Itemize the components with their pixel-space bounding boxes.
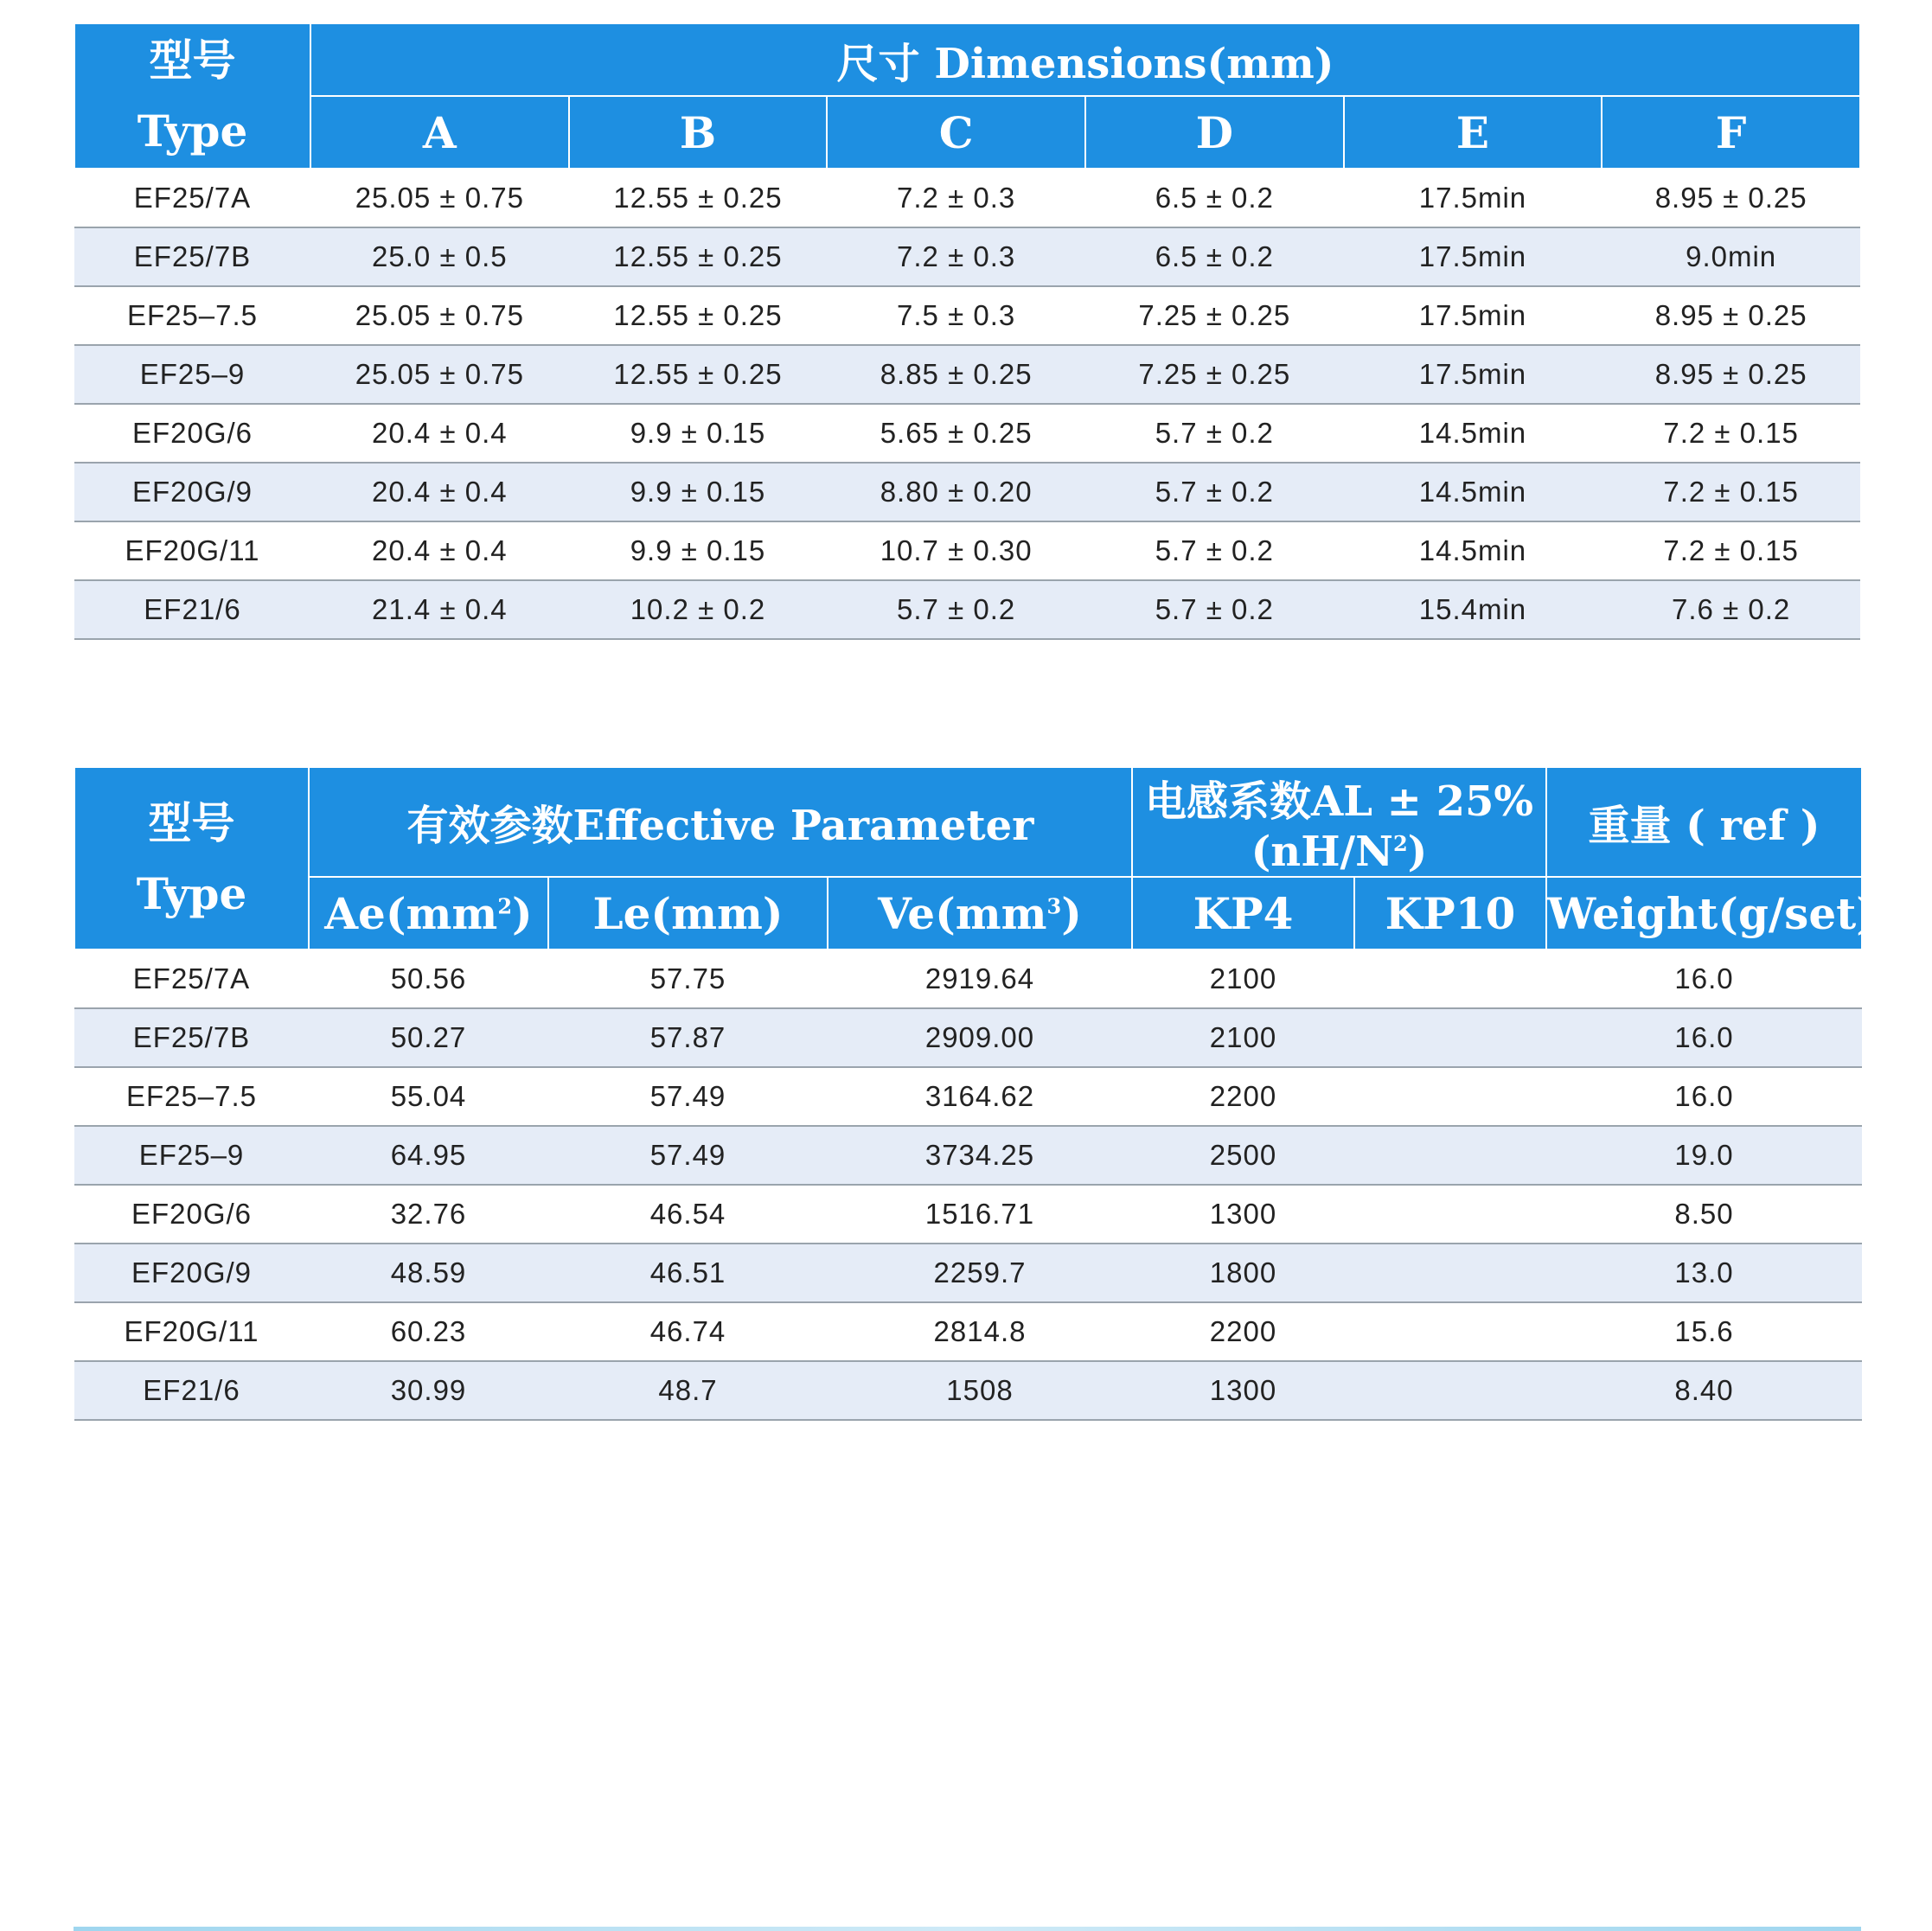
value-cell: 20.4 ± 0.4	[310, 404, 569, 463]
inductance-header-text: 电感系数AL ± 25%(nH/N	[1144, 777, 1534, 876]
value-cell: 25.0 ± 0.5	[310, 227, 569, 286]
type-header-cn: 型号	[148, 796, 235, 848]
dimensions-table-body	[74, 169, 1860, 639]
value-cell: 9.0min	[1602, 227, 1860, 286]
value-cell	[1354, 950, 1546, 1008]
type-header-en: Type	[136, 867, 247, 919]
inductance-header-sup: 2	[1392, 831, 1408, 856]
effective-parameters-table	[74, 766, 1877, 1421]
value-cell: 1516.71	[828, 1185, 1132, 1244]
value-cell	[1354, 1008, 1546, 1067]
value-cell: 8.80 ± 0.20	[827, 463, 1085, 521]
value-cell: 17.5min	[1344, 227, 1603, 286]
table-row	[74, 1361, 1862, 1420]
value-cell: 14.5min	[1344, 463, 1603, 521]
value-cell: 6.5 ± 0.2	[1085, 227, 1344, 286]
value-cell: 7.2 ± 0.15	[1602, 463, 1860, 521]
table-row	[74, 1185, 1862, 1244]
value-cell: 19.0	[1546, 1126, 1862, 1185]
value-cell: 3734.25	[828, 1126, 1132, 1185]
type-cell: EF20G/9	[74, 463, 310, 521]
inductance-header-end: )	[1407, 828, 1428, 876]
value-cell: 14.5min	[1344, 521, 1603, 580]
value-cell: 1800	[1132, 1244, 1354, 1302]
value-cell: 20.4 ± 0.4	[310, 463, 569, 521]
column-header-f: F	[1602, 96, 1860, 169]
value-cell: 8.85 ± 0.25	[827, 345, 1085, 404]
column-header-b: B	[569, 96, 828, 169]
type-cell: EF25/7A	[74, 169, 310, 227]
value-cell: 9.9 ± 0.15	[569, 463, 828, 521]
value-cell: 1300	[1132, 1361, 1354, 1420]
value-cell: 17.5min	[1344, 286, 1603, 345]
ae-header-sup: 2	[497, 892, 513, 918]
value-cell: 5.7 ± 0.2	[827, 580, 1085, 639]
value-cell: 2909.00	[828, 1008, 1132, 1067]
table-row	[74, 345, 1860, 404]
table-row	[74, 580, 1860, 639]
table-row	[74, 1302, 1862, 1361]
value-cell: 20.4 ± 0.4	[310, 521, 569, 580]
value-cell: 2200	[1132, 1067, 1354, 1126]
value-cell: 13.0	[1546, 1244, 1862, 1302]
type-cell: EF25/7B	[74, 227, 310, 286]
type-cell: EF25/7B	[74, 1008, 309, 1067]
value-cell: 8.50	[1546, 1185, 1862, 1244]
value-cell: 57.49	[548, 1067, 828, 1126]
value-cell: 10.7 ± 0.30	[827, 521, 1085, 580]
table-row	[74, 286, 1860, 345]
column-header-e: E	[1344, 96, 1603, 169]
type-header	[74, 23, 310, 169]
value-cell: 7.25 ± 0.25	[1085, 345, 1344, 404]
table-row	[74, 1008, 1862, 1067]
value-cell: 5.7 ± 0.2	[1085, 521, 1344, 580]
column-header-ae	[309, 877, 548, 950]
value-cell: 12.55 ± 0.25	[569, 169, 828, 227]
inductance-group-header	[1132, 767, 1546, 877]
value-cell: 50.56	[309, 950, 548, 1008]
value-cell: 14.5min	[1344, 404, 1603, 463]
value-cell: 7.25 ± 0.25	[1085, 286, 1344, 345]
value-cell: 25.05 ± 0.75	[310, 286, 569, 345]
type-header-cn: 型号	[149, 35, 236, 86]
value-cell: 1300	[1132, 1185, 1354, 1244]
value-cell	[1354, 1185, 1546, 1244]
value-cell: 25.05 ± 0.75	[310, 345, 569, 404]
type-cell: EF25/7A	[74, 950, 309, 1008]
table-row	[74, 169, 1860, 227]
value-cell: 17.5min	[1344, 169, 1603, 227]
table-row	[74, 521, 1860, 580]
column-header-kp4: KP4	[1132, 877, 1354, 950]
value-cell: 46.74	[548, 1302, 828, 1361]
value-cell: 57.49	[548, 1126, 828, 1185]
table-row	[74, 463, 1860, 521]
ve-header-end: )	[1061, 887, 1082, 939]
effective-parameter-group-header: 有效参数Effective Parameter	[309, 767, 1132, 877]
column-header-a: A	[310, 96, 569, 169]
value-cell	[1354, 1067, 1546, 1126]
value-cell: 7.2 ± 0.15	[1602, 404, 1860, 463]
value-cell: 16.0	[1546, 950, 1862, 1008]
type-cell: EF20G/9	[74, 1244, 309, 1302]
type-cell: EF21/6	[74, 1361, 309, 1420]
table-row	[74, 1244, 1862, 1302]
type-cell: EF25–7.5	[74, 286, 310, 345]
column-header-ve	[828, 877, 1132, 950]
weight-group-header: 重量 ( ref )	[1546, 767, 1862, 877]
column-header-kp10: KP10	[1354, 877, 1546, 950]
value-cell: 12.55 ± 0.25	[569, 286, 828, 345]
value-cell: 6.5 ± 0.2	[1085, 169, 1344, 227]
value-cell: 8.95 ± 0.25	[1602, 286, 1860, 345]
value-cell: 15.6	[1546, 1302, 1862, 1361]
value-cell: 12.55 ± 0.25	[569, 227, 828, 286]
type-cell: EF20G/6	[74, 1185, 309, 1244]
value-cell: 3164.62	[828, 1067, 1132, 1126]
ae-header-text: Ae(mm	[324, 887, 498, 939]
value-cell: 46.54	[548, 1185, 828, 1244]
type-cell: EF20G/11	[74, 1302, 309, 1361]
value-cell: 48.59	[309, 1244, 548, 1302]
column-header-c: C	[827, 96, 1085, 169]
type-header	[74, 767, 309, 950]
value-cell: 55.04	[309, 1067, 548, 1126]
value-cell: 7.2 ± 0.15	[1602, 521, 1860, 580]
value-cell: 57.75	[548, 950, 828, 1008]
value-cell: 2500	[1132, 1126, 1354, 1185]
bottom-decorative-bar	[74, 1927, 1861, 1931]
value-cell	[1354, 1302, 1546, 1361]
type-cell: EF20G/11	[74, 521, 310, 580]
value-cell: 8.40	[1546, 1361, 1862, 1420]
value-cell: 50.27	[309, 1008, 548, 1067]
value-cell: 9.9 ± 0.15	[569, 521, 828, 580]
value-cell: 30.99	[309, 1361, 548, 1420]
value-cell: 5.65 ± 0.25	[827, 404, 1085, 463]
table-row	[74, 950, 1862, 1008]
value-cell: 7.2 ± 0.3	[827, 169, 1085, 227]
table-row	[74, 404, 1860, 463]
effective-parameters-table-body	[74, 950, 1862, 1420]
table-row	[74, 227, 1860, 286]
value-cell: 12.55 ± 0.25	[569, 345, 828, 404]
value-cell: 10.2 ± 0.2	[569, 580, 828, 639]
table-row	[74, 1126, 1862, 1185]
value-cell: 16.0	[1546, 1067, 1862, 1126]
value-cell	[1354, 1244, 1546, 1302]
type-cell: EF20G/6	[74, 404, 310, 463]
value-cell: 5.7 ± 0.2	[1085, 580, 1344, 639]
value-cell: 7.2 ± 0.3	[827, 227, 1085, 286]
value-cell: 2919.64	[828, 950, 1132, 1008]
value-cell: 16.0	[1546, 1008, 1862, 1067]
value-cell	[1354, 1126, 1546, 1185]
value-cell: 32.76	[309, 1185, 548, 1244]
ve-header-sup: 3	[1046, 892, 1062, 918]
ve-header-text: Ve(mm	[878, 887, 1047, 939]
value-cell: 8.95 ± 0.25	[1602, 345, 1860, 404]
value-cell: 17.5min	[1344, 345, 1603, 404]
value-cell: 2100	[1132, 1008, 1354, 1067]
value-cell: 15.4min	[1344, 580, 1603, 639]
dimensions-group-header: 尺寸 Dimensions(mm)	[310, 23, 1860, 96]
table-row	[74, 1067, 1862, 1126]
ae-header-end: )	[512, 887, 533, 939]
column-header-d: D	[1085, 96, 1344, 169]
value-cell: 2200	[1132, 1302, 1354, 1361]
value-cell: 1508	[828, 1361, 1132, 1420]
value-cell: 5.7 ± 0.2	[1085, 463, 1344, 521]
value-cell: 48.7	[548, 1361, 828, 1420]
value-cell: 7.6 ± 0.2	[1602, 580, 1860, 639]
value-cell: 64.95	[309, 1126, 548, 1185]
value-cell: 2100	[1132, 950, 1354, 1008]
value-cell: 2259.7	[828, 1244, 1132, 1302]
type-cell: EF21/6	[74, 580, 310, 639]
column-header-le: Le(mm)	[548, 877, 828, 950]
value-cell: 25.05 ± 0.75	[310, 169, 569, 227]
type-cell: EF25–7.5	[74, 1067, 309, 1126]
value-cell: 60.23	[309, 1302, 548, 1361]
dimensions-table	[74, 22, 1861, 640]
type-cell: EF25–9	[74, 345, 310, 404]
value-cell: 57.87	[548, 1008, 828, 1067]
value-cell	[1354, 1361, 1546, 1420]
value-cell: 21.4 ± 0.4	[310, 580, 569, 639]
type-cell: EF25–9	[74, 1126, 309, 1185]
value-cell: 5.7 ± 0.2	[1085, 404, 1344, 463]
value-cell: 8.95 ± 0.25	[1602, 169, 1860, 227]
value-cell: 7.5 ± 0.3	[827, 286, 1085, 345]
column-header-weight: Weight(g/set)	[1546, 877, 1862, 950]
type-header-en: Type	[137, 106, 248, 157]
value-cell: 9.9 ± 0.15	[569, 404, 828, 463]
value-cell: 2814.8	[828, 1302, 1132, 1361]
value-cell: 46.51	[548, 1244, 828, 1302]
